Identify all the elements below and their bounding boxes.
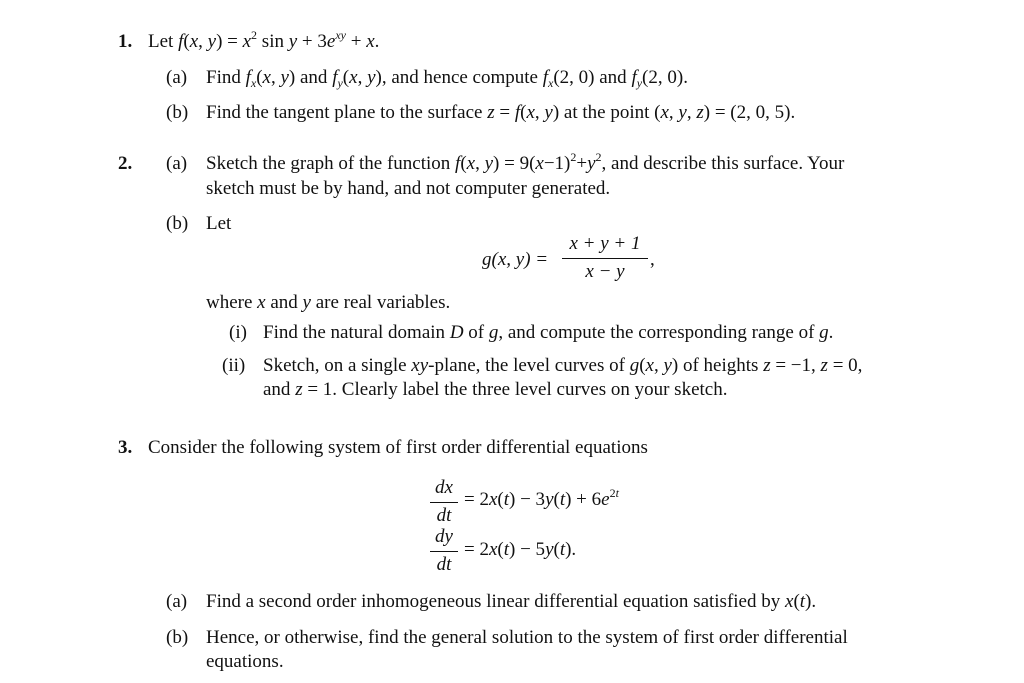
fraction-bar xyxy=(562,258,648,259)
g-denominator: x − y xyxy=(585,261,625,282)
dt-denominator: dt xyxy=(436,554,452,575)
dy-numerator: dy xyxy=(435,526,453,547)
q3-intro: Consider the following system of first order differential equations xyxy=(148,437,648,458)
q3-a-label: (a) xyxy=(166,591,188,612)
q2-ii-label: (ii) xyxy=(222,355,246,376)
q2-where: where x and y are real variables. xyxy=(206,292,451,313)
q2-i-label: (i) xyxy=(229,322,247,343)
q3-b-line2: equations. xyxy=(206,651,284,672)
dx-dt-fraction xyxy=(430,476,458,528)
q1-b-text: Find the tangent plane to the surface z = f(x, y) at the point (x, y, z) = (2, 0, 5). xyxy=(206,102,796,123)
fraction-bar xyxy=(430,551,458,552)
eq1-rhs: = $2x(t) - 3y(t) + 6e^{2t}$ xyxy=(464,486,619,510)
g-numerator: x + y + 1 xyxy=(569,233,641,254)
dy-dt-fraction xyxy=(430,525,458,577)
q1-intro-math: Let f(x, $y) = x^2$ $\sin y + 3e^{xy} + x$. xyxy=(148,28,380,52)
q2-a-line1: Sketch the graph of the function f(x, $y) = 9(x-1)^2+y^2$, and describe this surface. Your xyxy=(206,150,845,174)
q2-i-text: Find the natural domain D of g, and compute the corresponding range of g. xyxy=(263,322,834,343)
q1-a-text: Find $f_x(x$, y) and $f_y(x$, y), and hence compute $f_x(2$, 0) and $f_y(2$, 0). xyxy=(206,67,688,90)
g-comma: , xyxy=(650,249,655,270)
q1-number: 1. xyxy=(118,31,133,52)
eq2-rhs: = 2x(t) − 5y(t). xyxy=(464,539,577,560)
q2-number: 2. xyxy=(118,153,133,174)
g-lhs: g(x, y) = xyxy=(482,249,549,270)
q2-b-label: (b) xyxy=(166,213,189,234)
dt-denominator: dt xyxy=(436,505,452,526)
q1-a-label: (a) xyxy=(166,67,188,88)
q1-intro xyxy=(148,30,379,54)
dx-numerator: dx xyxy=(435,477,453,498)
q2-ii-line2: and z = 1. Clearly label the three level curves on your sketch. xyxy=(263,379,728,400)
q3-number: 3. xyxy=(118,437,133,458)
q3-a-text: Find a second order inhomogeneous linear differential equation satisfied by x(t). xyxy=(206,591,817,612)
q3-b-label: (b) xyxy=(166,627,189,648)
g-fraction xyxy=(562,232,648,284)
q3-b-line1: Hence, or otherwise, find the general solution to the system of first order differential xyxy=(206,627,848,648)
q2-ii-line1: Sketch, on a single xy-plane, the level curves of g(x, y) of heights z = −1, z = 0, xyxy=(263,355,863,376)
q2-a-line2: sketch must be by hand, and not computer generated. xyxy=(206,178,611,199)
q1-b-label: (b) xyxy=(166,102,189,123)
q2-b-let: Let xyxy=(206,213,232,234)
fraction-bar xyxy=(430,502,458,503)
q2-a-label: (a) xyxy=(166,153,188,174)
